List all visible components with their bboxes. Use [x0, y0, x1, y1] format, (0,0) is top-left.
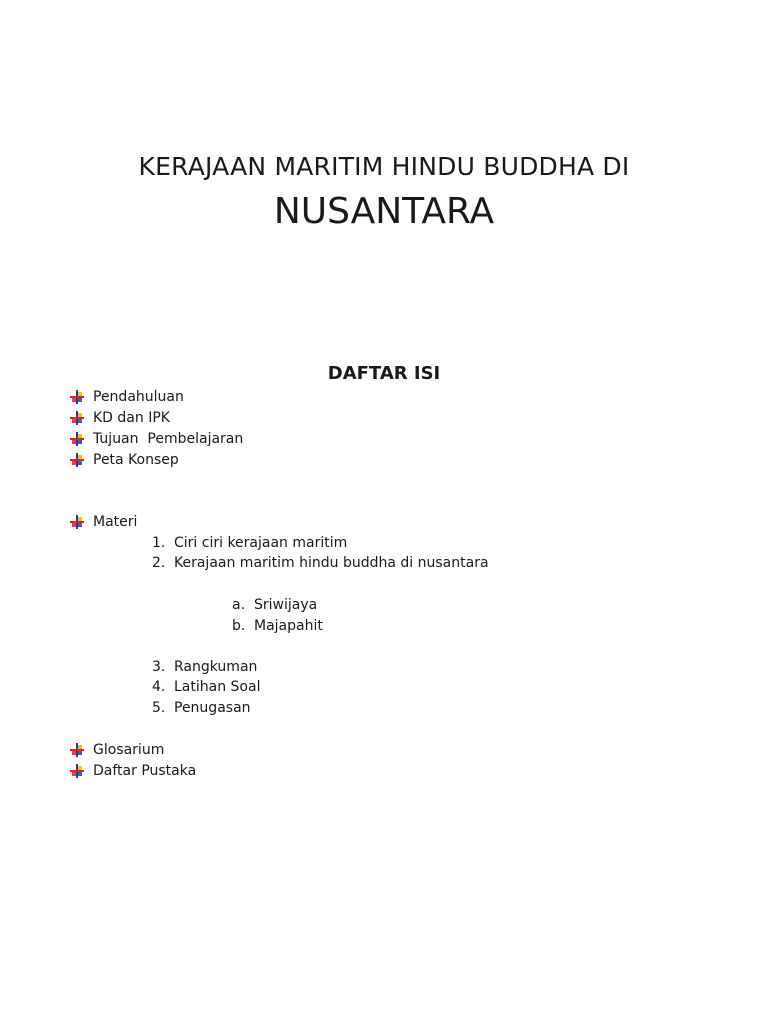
toc-item-glosarium[interactable]: [70, 740, 164, 760]
toc-subitem-rangkuman[interactable]: [152, 657, 257, 677]
toc-item-label: Peta Konsep: [93, 452, 179, 468]
toc-heading: DAFTAR ISI: [327, 363, 441, 384]
toc-subsubitem-label: Majapahit: [254, 618, 323, 634]
cross-bullet-icon: [70, 515, 84, 529]
toc-subitem-label: Penugasan: [174, 700, 251, 716]
toc-subitem-kerajaan-maritim[interactable]: [152, 553, 489, 573]
toc-subitem-label: Kerajaan maritim hindu buddha di nusantara: [174, 555, 489, 571]
cross-bullet-icon: [70, 764, 84, 778]
toc-item-kd-ipk[interactable]: [70, 408, 170, 428]
toc-subsubitem-sriwijaya[interactable]: [232, 595, 317, 615]
list-number: 1.: [152, 535, 166, 551]
toc-item-label: Daftar Pustaka: [93, 763, 197, 779]
cross-bullet-icon: [70, 743, 84, 757]
toc-item-label: Glosarium: [93, 742, 165, 758]
toc-subitem-ciri-ciri[interactable]: [152, 533, 347, 553]
document-title-line2: NUSANTARA: [273, 191, 495, 232]
list-letter: b.: [232, 618, 246, 634]
toc-item-materi[interactable]: [70, 512, 137, 532]
toc-subitem-label: Latihan Soal: [174, 679, 261, 695]
toc-subitem-label: Ciri ciri kerajaan maritim: [174, 535, 348, 551]
list-number: 2.: [152, 555, 166, 571]
cross-bullet-icon: [70, 390, 84, 404]
cross-bullet-icon: [70, 432, 84, 446]
cross-bullet-icon: [70, 453, 84, 467]
cross-bullet-icon: [70, 411, 84, 425]
toc-subitem-latihan-soal[interactable]: [152, 677, 260, 697]
toc-item-label: Materi: [93, 514, 138, 530]
toc-subitem-penugasan[interactable]: [152, 698, 251, 718]
list-number: 3.: [152, 659, 166, 675]
toc-subitem-label: Rangkuman: [174, 659, 258, 675]
toc-item-label: KD dan IPK: [93, 410, 170, 426]
list-letter: a.: [232, 597, 246, 613]
toc-item-label: Tujuan Pembelajaran: [93, 431, 244, 447]
list-number: 5.: [152, 700, 166, 716]
toc-item-pendahuluan[interactable]: [70, 387, 184, 407]
toc-item-peta-konsep[interactable]: [70, 450, 179, 470]
toc-item-label: Pendahuluan: [93, 389, 184, 405]
toc-item-daftar-pustaka[interactable]: [70, 761, 196, 781]
toc-subsubitem-label: Sriwijaya: [254, 597, 318, 613]
toc-subsubitem-majapahit[interactable]: [232, 616, 323, 636]
toc-item-tujuan-pembelajaran[interactable]: [70, 429, 243, 449]
list-number: 4.: [152, 679, 166, 695]
document-title-line1: KERAJAAN MARITIM HINDU BUDDHA DI: [138, 152, 630, 181]
